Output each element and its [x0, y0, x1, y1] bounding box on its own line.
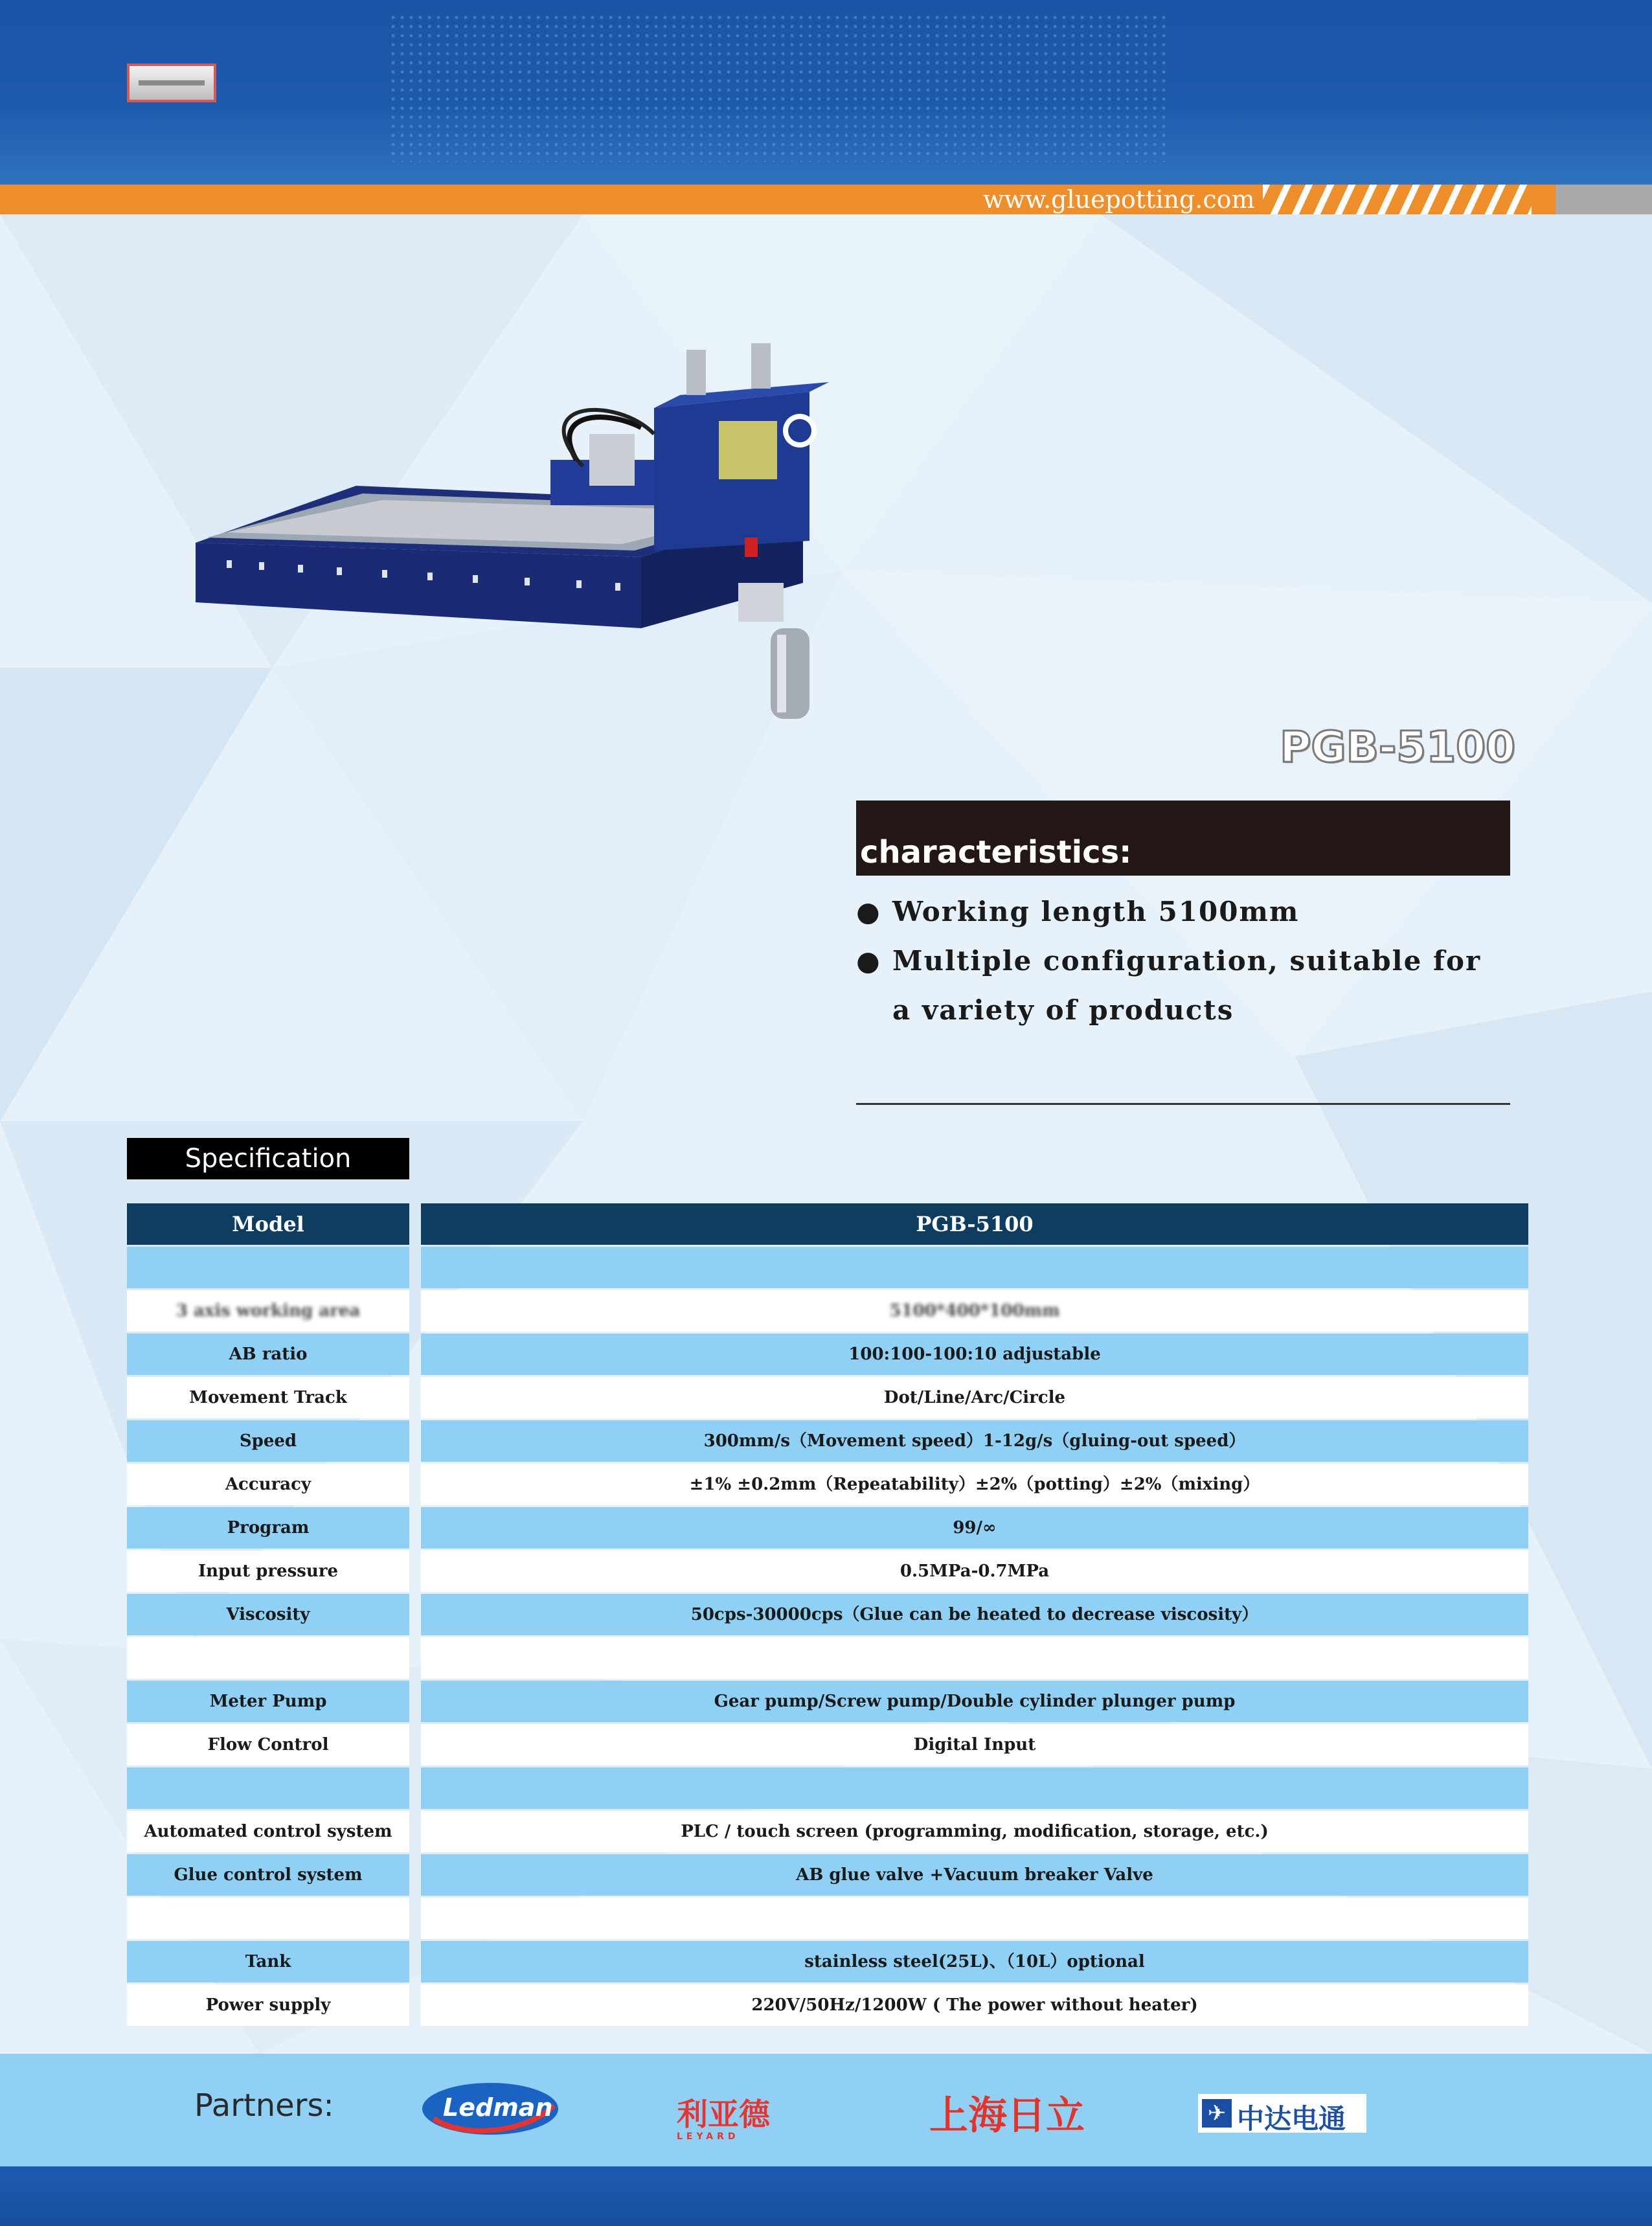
svg-text:Ledman: Ledman — [443, 2093, 553, 2122]
table-row — [127, 1681, 1528, 1724]
spec-name — [127, 1637, 409, 1679]
spec-value — [421, 1637, 1528, 1679]
spec-value — [421, 1767, 1528, 1809]
table-header-row — [127, 1203, 1528, 1247]
spec-name: 3 axis working area — [127, 1290, 409, 1332]
page-header — [0, 0, 1652, 185]
characteristic-item: ● Multiple configuration, suitable for a variety of products — [856, 937, 1510, 1035]
table-row — [127, 1767, 1528, 1811]
spec-value: 99/∞ — [421, 1507, 1528, 1549]
table-row — [127, 1290, 1528, 1334]
spec-name: Speed — [127, 1420, 409, 1462]
stripe-decoration — [1263, 185, 1532, 214]
table-row — [127, 1637, 1528, 1681]
spec-name: Tank — [127, 1941, 409, 1982]
partners-bar — [0, 2054, 1652, 2166]
spec-name: Glue control system — [127, 1854, 409, 1896]
spec-value: AB glue valve +Vacuum breaker Valve — [421, 1854, 1528, 1896]
characteristics-header — [856, 801, 1510, 876]
spec-name: Meter Pump — [127, 1681, 409, 1722]
table-row — [127, 1247, 1528, 1290]
table-row — [127, 1507, 1528, 1550]
spec-value — [421, 1247, 1528, 1288]
spec-value: PLC / touch screen (programming, modification, storage, etc.) — [421, 1811, 1528, 1852]
liyade-logo[interactable]: 利亚德 LEYARD — [677, 2096, 771, 2142]
spec-name: Accuracy — [127, 1464, 409, 1505]
spec-name — [127, 1247, 409, 1288]
spec-value: 220V/50Hz/1200W ( The power without heater) — [421, 1984, 1528, 2026]
world-map-dots — [389, 13, 1166, 162]
table-row — [127, 1464, 1528, 1507]
spec-value: Gear pump/Screw pump/Double cylinder plunger pump — [421, 1681, 1528, 1722]
company-logo-badge — [127, 63, 216, 102]
table-row — [127, 1984, 1528, 2028]
spec-value: 50cps-30000cps（Glue can be heated to decrease viscosity） — [421, 1594, 1528, 1635]
ledman-logo[interactable] — [421, 2080, 560, 2138]
spec-name: AB ratio — [127, 1334, 409, 1375]
table-row — [127, 1854, 1528, 1898]
spec-value: 100:100-100:10 adjustable — [421, 1334, 1528, 1375]
spec-name — [127, 1767, 409, 1809]
divider — [856, 1103, 1510, 1105]
spec-value: 0.5MPa-0.7MPa — [421, 1550, 1528, 1592]
orange-banner — [0, 185, 1652, 214]
characteristics-title: characteristics: — [860, 834, 1132, 870]
spec-name: Flow Control — [127, 1724, 409, 1766]
bullet-icon: ● — [856, 945, 881, 977]
zhongda-logo[interactable]: ✈ 中达电通 — [1198, 2094, 1366, 2133]
partners-label: Partners: — [194, 2087, 334, 2124]
table-row — [127, 1420, 1528, 1464]
table-row — [127, 1811, 1528, 1854]
spec-value: 300mm/s（Movement speed）1-12g/s（gluing-out speed） — [421, 1420, 1528, 1462]
spec-value: Dot/Line/Arc/Circle — [421, 1377, 1528, 1418]
spec-value: ±1% ±0.2mm（Repeatability）±2%（potting）±2%（mixing） — [421, 1464, 1528, 1505]
spec-name: Input pressure — [127, 1550, 409, 1592]
table-row — [127, 1724, 1528, 1767]
spec-value: stainless steel(25L)、（10L）optional — [421, 1941, 1528, 1982]
bullet-icon: ● — [856, 896, 881, 927]
spec-name: Movement Track — [127, 1377, 409, 1418]
spec-name: Viscosity — [127, 1594, 409, 1635]
specification-table — [127, 1203, 1528, 2028]
table-header-name: Model — [127, 1203, 409, 1245]
grey-block — [1556, 185, 1652, 214]
table-row — [127, 1550, 1528, 1594]
characteristics-list — [856, 887, 1510, 1035]
spec-value: Digital Input — [421, 1724, 1528, 1766]
table-header-value: PGB-5100 — [421, 1203, 1528, 1245]
table-row — [127, 1898, 1528, 1941]
table-row — [127, 1594, 1528, 1637]
table-row — [127, 1941, 1528, 1984]
footer-bar — [0, 2166, 1652, 2226]
website-url[interactable]: www.gluepotting.com — [983, 185, 1255, 214]
specification-label: Specification — [127, 1138, 409, 1179]
spec-name — [127, 1898, 409, 1939]
spec-value: 5100*400*100mm — [421, 1290, 1528, 1332]
spec-name: Program — [127, 1507, 409, 1549]
shanghai-hitachi-logo[interactable]: 上海日立 — [929, 2093, 1085, 2139]
characteristic-item: ● Working length 5100mm — [856, 887, 1510, 937]
potting-machine-image — [188, 324, 835, 810]
model-heading: PGB-5100 — [1280, 722, 1515, 772]
spec-name: Power supply — [127, 1984, 409, 2026]
spec-name: Automated control system — [127, 1811, 409, 1852]
zhongda-mark-icon: ✈ — [1202, 2099, 1232, 2128]
table-row — [127, 1334, 1528, 1377]
table-row — [127, 1377, 1528, 1420]
spec-value — [421, 1898, 1528, 1939]
